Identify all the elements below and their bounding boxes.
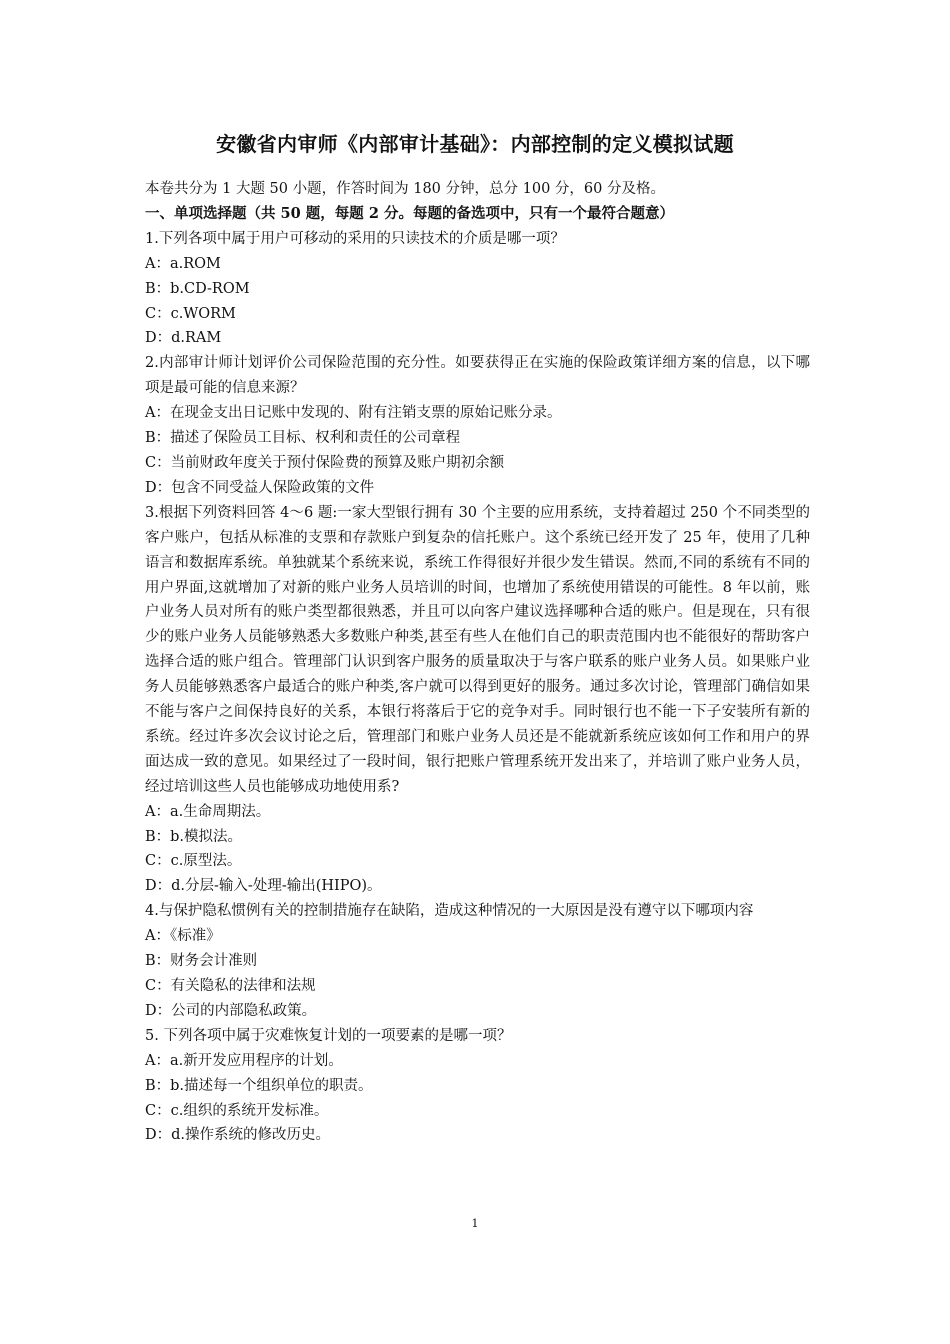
question-stem: 1.下列各项中属于用户可移动的采用的只读技术的介质是哪一项？ xyxy=(145,230,565,247)
option-d: D：d.操作系统的修改历史。 xyxy=(145,1127,331,1144)
option-a: A：《标准》 xyxy=(145,928,221,945)
option-a: A：a.新开发应用程序的计划。 xyxy=(145,1052,343,1069)
option-d: D：公司的内部隐私政策。 xyxy=(145,1002,317,1019)
question-stem: 3.根据下列资料回答 4～6 题:一家大型银行拥有 30 个主要的应用系统，支持着超过 250 个不同类型的客户账户，包括从标准的支票和存款账户到复杂的信托账户。这个系统已经开发了 25 年，使用了几种语言和数据库系统。单独就某个系统来说，系统工作得很好并很少发生错误。然而,不同的系统有不同的用户界面,这就增加了对新的账户业务人员培训的时间，也增加了系统使用错误的可能性。8 年以前，账户业务人员对所有的账户类型都很熟悉，并且可以向客户建议选择哪种合适的账户。但是现在，只有很少的账户业务人员能够熟悉大多数账户种类,甚至有些人在他们自己的职责范围内也不能很好的帮助客户选择合适的账户组合。管理部门认识到客户服务的质量取决于与客户联系的账户业务人员。如果账户业务人员能够熟悉客户最适合的账户种类,客户就可以得到更好的服务。通过多次讨论，管理部门确信如果不能与客户之间保持良好的关系，本银行将落后于它的竞争对手。同时银行也不能一下子安装所有新的系统。经过许多次会议讨论之后，管理部门和账户业务人员还是不能就新系统应该如何工作和用户的界面达成一致的意见。如果经过了一段时间，银行把账户管理系统开发出来了，并培训了账户业务人员，经过培训这些人员也能够成功地使用系? xyxy=(145,504,810,795)
question-stem: 4.与保护隐私惯例有关的控制措施存在缺陷，造成这种情况的一大原因是没有遵守以下哪项内容 xyxy=(145,903,754,920)
option-b: B：b.描述每一个组织单位的职责。 xyxy=(145,1077,373,1094)
option-c: C：c.原型法。 xyxy=(145,853,242,870)
option-b: B：b.CD-ROM xyxy=(145,280,250,297)
document-title: 安徽省内审师《内部审计基础》：内部控制的定义模拟试题 xyxy=(216,132,734,156)
option-a: A：a.生命周期法。 xyxy=(145,803,271,820)
option-a: A：a.ROM xyxy=(145,255,221,272)
section-heading: 一、单项选择题（共 50 题，每题 2 分。每题的备选项中，只有一个最符合题意） xyxy=(145,204,674,222)
question-3 xyxy=(145,501,810,900)
option-a: A：在现金支出日记账中发现的、附有注销支票的原始记账分录。 xyxy=(145,405,562,422)
document-body xyxy=(145,177,810,1148)
option-d: D：包含不同受益人保险政策的文件 xyxy=(145,479,375,496)
option-c: C：有关隐私的法律和法规 xyxy=(145,978,316,994)
question-5 xyxy=(145,1024,810,1149)
option-b: B：b.模拟法。 xyxy=(145,828,243,845)
option-d: D：d.RAM xyxy=(145,330,222,347)
question-2 xyxy=(145,351,810,500)
option-d: D：d.分层-输入-处理-输出(HIPO)。 xyxy=(145,878,382,895)
option-c: C：c.WORM xyxy=(145,305,236,322)
option-b: B：财务会计准则 xyxy=(145,953,258,970)
exam-intro: 本卷共分为 1 大题 50 小题，作答时间为 180 分钟，总分 100 分，60 分及格。 xyxy=(145,181,665,197)
option-c: C：c.组织的系统开发标准。 xyxy=(145,1102,329,1119)
question-stem: 5. 下列各项中属于灾难恢复计划的一项要素的是哪一项？ xyxy=(145,1027,512,1044)
question-stem: 2.内部审计师计划评价公司保险范围的充分性。如要获得正在实施的保险政策详细方案的信息，以下哪项是最可能的信息来源？ xyxy=(145,355,810,397)
option-c: C：当前财政年度关于预付保险费的预算及账户期初余额 xyxy=(145,454,505,471)
option-b: B：描述了保险员工目标、权利和责任的公司章程 xyxy=(145,430,461,447)
question-4 xyxy=(145,899,810,1024)
question-1 xyxy=(145,227,810,352)
page-number: 1 xyxy=(471,1217,479,1230)
